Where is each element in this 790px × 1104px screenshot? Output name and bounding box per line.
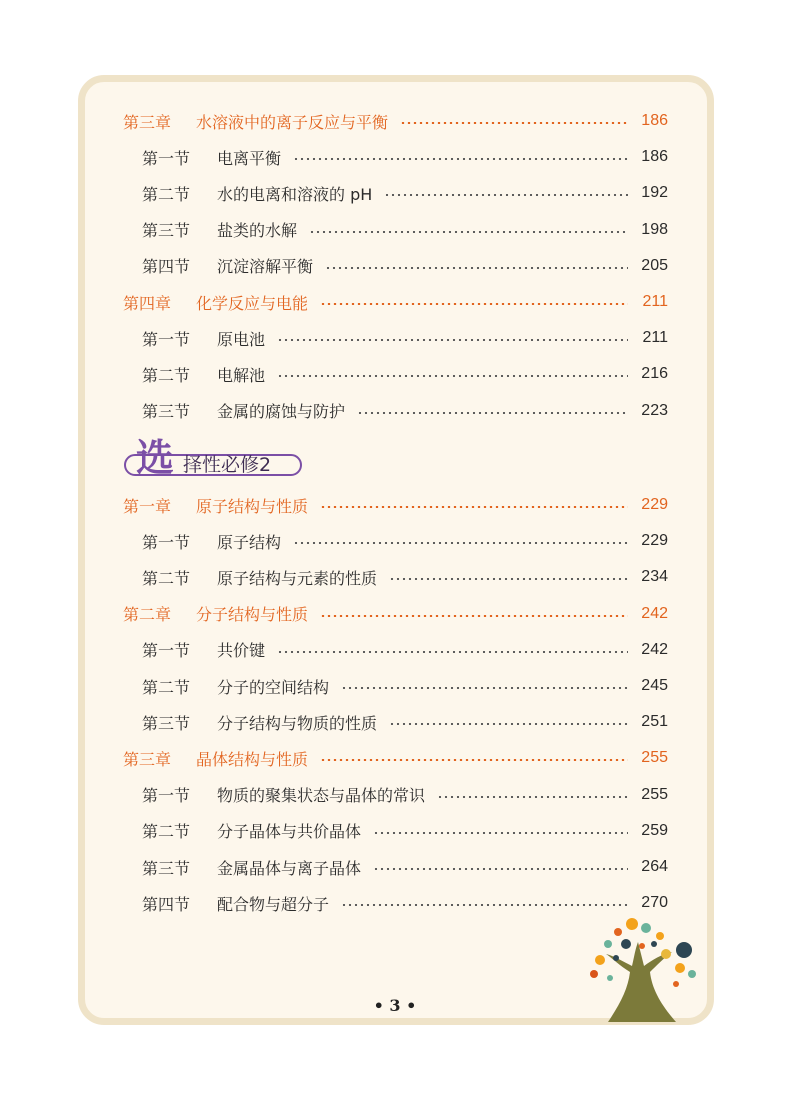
toc-page-number: 216 (641, 365, 668, 383)
toc-page-number: 255 (641, 749, 668, 767)
toc-label: 第三节 (142, 713, 191, 733)
toc-page-number: 259 (641, 821, 668, 839)
toc-label: 第一节 (142, 641, 191, 661)
toc-page-number: 270 (641, 894, 668, 912)
toc-title: 分子结构与性质 (196, 605, 309, 625)
toc-leader-dots (293, 158, 628, 160)
toc-page-number: 245 (641, 677, 668, 694)
toc-label: 第一节 (142, 532, 191, 552)
toc-title: 原电池 (217, 329, 266, 349)
toc-section-row[interactable] (142, 217, 668, 243)
toc-section-row[interactable] (142, 325, 668, 351)
toc-label: 第四章 (123, 293, 172, 313)
toc-title: 金属的腐蚀与防护 (217, 402, 346, 422)
toc-title: 盐类的水解 (217, 221, 298, 241)
toc-leader-dots (373, 868, 628, 870)
toc-leader-dots (389, 723, 628, 725)
toc-label: 第二节 (142, 365, 191, 385)
toc-title: 晶体结构与性质 (196, 749, 309, 769)
toc-label: 第一节 (142, 329, 191, 349)
toc-page-number: 234 (641, 568, 668, 586)
toc-title: 物质的聚集状态与晶体的常识 (217, 786, 426, 806)
toc-label: 第二章 (123, 605, 172, 625)
toc-page-number: 242 (641, 604, 668, 622)
tree-illustration-icon (580, 914, 705, 1024)
toc-section-row[interactable] (142, 782, 668, 808)
toc-label: 第一节 (142, 786, 191, 806)
toc-label: 第二节 (142, 677, 191, 697)
toc-label: 第二节 (142, 568, 191, 588)
toc-chapter-row[interactable] (123, 601, 668, 627)
toc-label: 第三节 (142, 858, 191, 878)
toc-leader-dots (400, 122, 628, 124)
toc-leader-dots (320, 303, 628, 305)
toc-title: 配合物与超分子 (217, 894, 330, 914)
toc-title: 分子晶体与共价晶体 (217, 822, 362, 842)
toc-page-number: 205 (641, 256, 668, 274)
toc-page-number: 255 (641, 785, 668, 803)
toc-label: 第三章 (123, 749, 172, 769)
toc-section-row[interactable] (142, 361, 668, 387)
toc-section-row[interactable] (142, 144, 668, 170)
toc-title: 水溶液中的离子反应与平衡 (196, 112, 389, 132)
toc-leader-dots (384, 194, 628, 196)
toc-leader-dots (320, 506, 628, 508)
toc-section-row[interactable] (142, 180, 668, 206)
toc-title: 金属晶体与离子晶体 (217, 858, 362, 878)
toc-label: 第二节 (142, 822, 191, 842)
toc-leader-dots (277, 651, 628, 653)
toc-section-row[interactable] (142, 253, 668, 279)
toc-section-row[interactable] (142, 854, 668, 880)
toc-title: 沉淀溶解平衡 (217, 257, 314, 277)
toc-leader-dots (389, 578, 628, 580)
toc-title: 分子结构与物质的性质 (217, 713, 378, 733)
toc-title: 化学反应与电能 (196, 293, 309, 313)
toc-section-row[interactable] (142, 818, 668, 844)
toc-leader-dots (309, 231, 628, 233)
toc-page-number: 192 (641, 184, 668, 202)
toc-title: 水的电离和溶液的 pH (217, 184, 373, 204)
toc-section-row[interactable] (142, 398, 668, 424)
toc-leader-dots (373, 832, 628, 834)
part-header (120, 436, 305, 480)
toc-leader-dots (357, 412, 628, 414)
part-header-big-char: 选 (136, 436, 175, 480)
toc-label: 第四节 (142, 894, 191, 914)
page-number: • 3 • (373, 996, 417, 1015)
toc-section-row[interactable] (142, 637, 668, 663)
toc-label: 第三节 (142, 221, 191, 241)
toc-chapter-row[interactable] (123, 108, 668, 134)
toc-chapter-row[interactable] (123, 745, 668, 771)
toc-chapter-row[interactable] (123, 492, 668, 518)
toc-leader-dots (277, 339, 628, 341)
toc-leader-dots (293, 542, 628, 544)
toc-page-number: 223 (641, 401, 668, 419)
toc-title: 原子结构与元素的性质 (217, 568, 378, 588)
toc-page-number: 211 (642, 293, 668, 310)
toc-section-row[interactable] (142, 564, 668, 590)
toc-label: 第三章 (123, 112, 172, 132)
toc-label: 第一节 (142, 148, 191, 168)
toc-page-number: 186 (641, 112, 668, 129)
toc-section-row[interactable] (142, 709, 668, 735)
toc-chapter-row[interactable] (123, 289, 668, 315)
toc-label: 第二节 (142, 184, 191, 204)
toc-leader-dots (325, 267, 628, 269)
toc-title: 原子结构与性质 (196, 496, 309, 516)
toc-leader-dots (437, 796, 628, 798)
toc-section-row[interactable] (142, 890, 668, 916)
toc-title: 原子结构 (217, 532, 282, 552)
toc-label: 第三节 (142, 402, 191, 422)
toc-label: 第四节 (142, 257, 191, 277)
toc-page-number: 264 (641, 858, 668, 875)
toc-leader-dots (341, 687, 628, 689)
toc-page-number: 198 (641, 220, 668, 238)
toc-section-row[interactable] (142, 673, 668, 699)
toc-leader-dots (320, 759, 628, 761)
toc-title: 分子的空间结构 (217, 677, 330, 697)
toc-title: 共价键 (217, 641, 266, 661)
toc-leader-dots (277, 375, 628, 377)
toc-label: 第一章 (123, 496, 172, 516)
toc-leader-dots (341, 904, 628, 906)
part-header-title: 择性必修2 (183, 454, 272, 476)
toc-title: 电离平衡 (217, 148, 282, 168)
toc-page-number: 242 (641, 640, 668, 658)
toc-page-number: 251 (641, 713, 668, 731)
toc-page-number: 186 (641, 148, 668, 166)
toc-page-number: 211 (642, 329, 668, 347)
toc-leader-dots (320, 615, 628, 617)
toc-section-row[interactable] (142, 528, 668, 554)
toc-page-number: 229 (641, 532, 668, 550)
toc-page-number: 229 (641, 496, 668, 513)
toc-title: 电解池 (217, 365, 266, 385)
